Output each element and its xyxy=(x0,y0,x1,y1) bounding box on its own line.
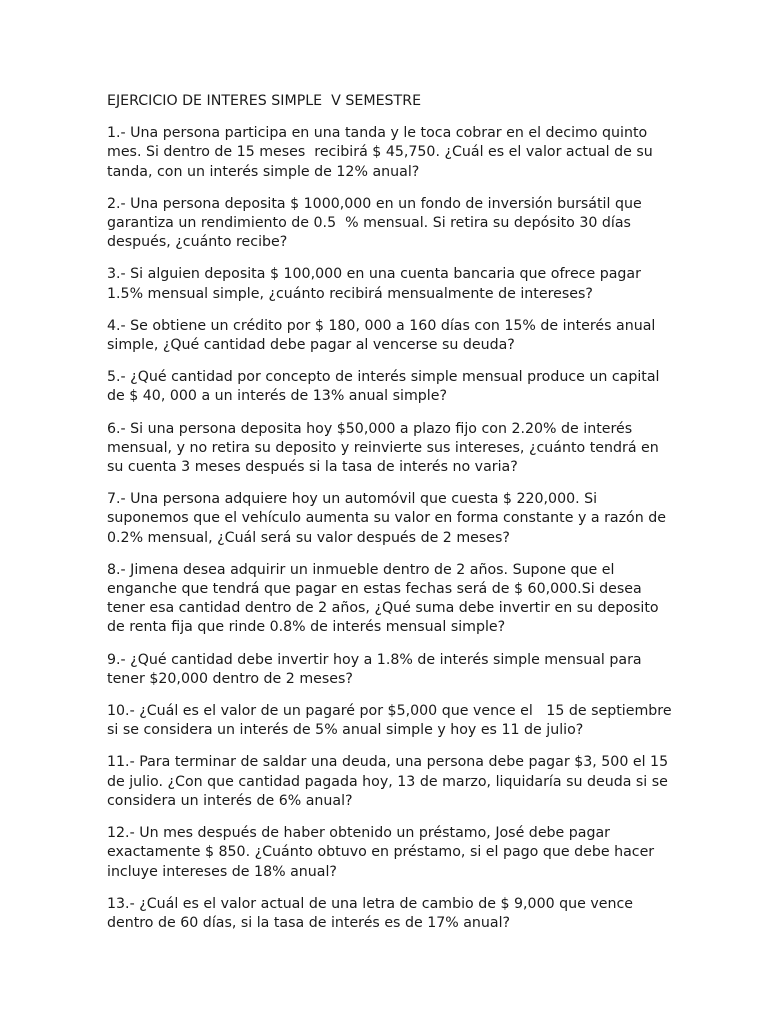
exercise-text-line: de renta fija que rinde 0.8% de interés mensual simple? xyxy=(107,619,506,636)
exercise-text-line: incluye intereses de 18% anual? xyxy=(107,863,337,880)
exercise-text-line: 1.5% mensual simple, ¿cuánto recibirá mensualmente de intereses? xyxy=(107,285,593,302)
exercise-text-line: de julio. ¿Con que cantidad pagada hoy, 13 de marzo, liquidaría su deuda si se xyxy=(107,773,668,790)
exercise-text-line: enganche que tendrá que pagar en estas fechas será de $ 60,000.Si desea xyxy=(107,581,642,598)
exercise-item xyxy=(107,824,667,882)
exercise-item xyxy=(107,265,667,303)
document-page xyxy=(107,92,672,946)
exercise-text-line: simple, ¿Qué cantidad debe pagar al vencerse su deuda? xyxy=(107,337,515,354)
exercise-text-line: exactamente $ 850. ¿Cuánto obtuvo en préstamo, si el pago que debe hacer xyxy=(107,844,655,861)
exercise-text-line: 12.- Un mes después de haber obtenido un préstamo, José debe pagar xyxy=(107,825,611,842)
exercise-text-line: 9.- ¿Qué cantidad debe invertir hoy a 1.8% de interés simple mensual para xyxy=(107,651,642,668)
exercise-item xyxy=(107,651,667,689)
document-title: EJERCICIO DE INTERES SIMPLE V SEMESTRE xyxy=(107,93,422,109)
exercise-item xyxy=(107,317,667,355)
exercise-text-line: mes. Si dentro de 15 meses recibirá $ 45,750. ¿Cuál es el valor actual de su xyxy=(107,144,653,161)
exercise-text-line: 4.- Se obtiene un crédito por $ 180, 000 a 160 días con 15% de interés anual xyxy=(107,317,656,334)
exercise-text-line: su cuenta 3 meses después si la tasa de interés no varia? xyxy=(107,459,518,476)
exercise-text-line: 5.- ¿Qué cantidad por concepto de interés simple mensual produce un capital xyxy=(107,369,660,386)
exercise-item xyxy=(107,702,672,740)
exercise-text-line: si se considera un interés de 5% anual simple y hoy es 11 de julio? xyxy=(107,722,584,739)
exercise-text-line: 11.- Para terminar de saldar una deuda, una persona debe pagar $3, 500 el 15 xyxy=(107,754,669,771)
exercise-text-line: 10.- ¿Cuál es el valor de un pagaré por $5,000 que vence el 15 de septiembre xyxy=(107,703,672,720)
exercise-text-line: mensual, y no retira su deposito y reinvierte sus intereses, ¿cuánto tendrá en xyxy=(107,439,659,456)
exercise-text-line: dentro de 60 días, si la tasa de interés es de 17% anual? xyxy=(107,914,511,931)
exercise-text-line: 13.- ¿Cuál es el valor actual de una letra de cambio de $ 9,000 que vence xyxy=(107,895,634,912)
exercise-item xyxy=(107,420,667,478)
exercise-text-line: 7.- Una persona adquiere hoy un automóvil que cuesta $ 220,000. Si xyxy=(107,491,598,508)
exercise-text-line: 2.- Una persona deposita $ 1000,000 en un fondo de inversión bursátil que xyxy=(107,195,642,212)
exercise-text-line: 0.2% mensual, ¿Cuál será su valor después de 2 meses? xyxy=(107,529,510,546)
exercise-text-line: 1.- Una persona participa en una tanda y le toca cobrar en el decimo quinto xyxy=(107,125,648,142)
exercise-text-line: después, ¿cuánto recibe? xyxy=(107,234,288,251)
exercise-text-line: garantiza un rendimiento de 0.5 % mensual. Si retira su depósito 30 días xyxy=(107,215,631,232)
exercise-text-line: de $ 40, 000 a un interés de 13% anual simple? xyxy=(107,388,447,405)
exercise-text-line: 3.- Si alguien deposita $ 100,000 en una cuenta bancaria que ofrece pagar xyxy=(107,266,641,283)
exercise-text-line: tanda, con un interés simple de 12% anual? xyxy=(107,163,420,180)
exercise-text-line: considera un interés de 6% anual? xyxy=(107,792,353,809)
exercise-text-line: tener esa cantidad dentro de 2 años, ¿Qué suma debe invertir en su deposito xyxy=(107,600,659,617)
exercise-text-line: 8.- Jimena desea adquirir un inmueble dentro de 2 años. Supone que el xyxy=(107,561,615,578)
exercise-item xyxy=(107,124,667,182)
exercise-item xyxy=(107,895,667,933)
exercise-item xyxy=(107,753,667,811)
exercise-item xyxy=(107,490,667,548)
exercise-item xyxy=(107,561,667,638)
exercise-list xyxy=(107,124,672,933)
exercise-text-line: 6.- Si una persona deposita hoy $50,000 a plazo fijo con 2.20% de interés xyxy=(107,420,633,437)
exercise-text-line: tener $20,000 dentro de 2 meses? xyxy=(107,670,353,687)
exercise-item xyxy=(107,368,667,406)
exercise-item xyxy=(107,195,667,253)
exercise-text-line: suponemos que el vehículo aumenta su valor en forma constante y a razón de xyxy=(107,510,666,527)
